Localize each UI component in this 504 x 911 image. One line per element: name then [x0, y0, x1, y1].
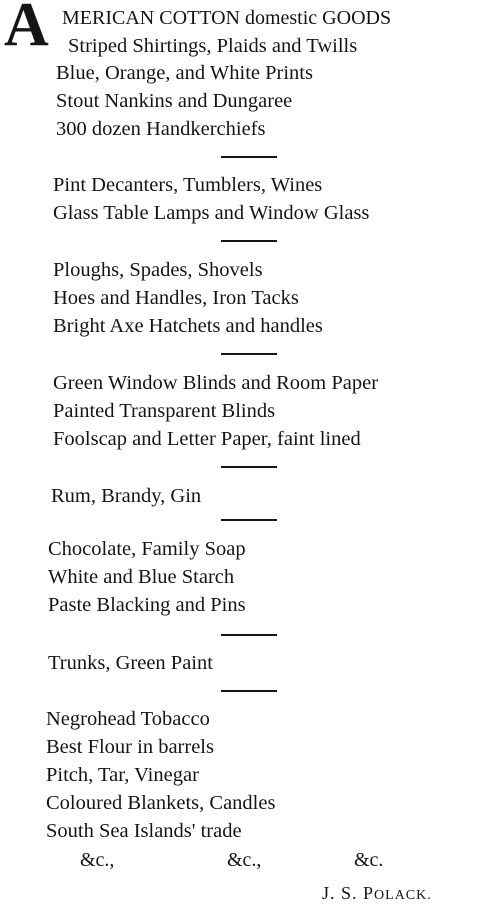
item-line: Rum, Brandy, Gin	[51, 485, 202, 507]
signature-initials: J. S. P	[322, 883, 375, 903]
item-line: Negrohead Tobacco	[46, 708, 210, 730]
item-line: Glass Table Lamps and Window Glass	[53, 202, 370, 224]
item-line: Ploughs, Spades, Shovels	[53, 259, 263, 281]
item-line: Blue, Orange, and White Prints	[56, 62, 313, 84]
item-line: Coloured Blankets, Candles	[46, 792, 276, 814]
item-line: South Sea Islands' trade	[46, 820, 242, 842]
item-line: Striped Shirtings, Plaids and Twills	[68, 35, 358, 57]
item-line: Pitch, Tar, Vinegar	[46, 764, 199, 786]
signature-surname: OLACK.	[374, 888, 432, 903]
etc-mark: &c.	[354, 849, 384, 871]
item-line: Green Window Blinds and Room Paper	[53, 372, 379, 394]
item-line: Trunks, Green Paint	[48, 652, 213, 674]
heading-line: MERICAN COTTON domestic GOODS	[62, 7, 392, 29]
section-divider	[221, 690, 277, 692]
item-line: 300 dozen Handkerchiefs	[56, 118, 266, 140]
item-line: Bright Axe Hatchets and handles	[53, 315, 323, 337]
section-divider	[221, 156, 277, 158]
section-divider	[221, 519, 277, 521]
item-line: Hoes and Handles, Iron Tacks	[53, 287, 299, 309]
item-line: Stout Nankins and Dungaree	[56, 90, 293, 112]
item-line: Best Flour in barrels	[46, 736, 214, 758]
etc-mark: &c.,	[227, 849, 262, 871]
item-line: White and Blue Starch	[48, 566, 235, 588]
section-divider	[221, 466, 277, 468]
drop-cap: A	[4, 0, 49, 59]
section-divider	[221, 240, 277, 242]
section-divider	[221, 353, 277, 355]
item-line: Foolscap and Letter Paper, faint lined	[53, 428, 361, 450]
signature	[322, 881, 432, 908]
item-line: Painted Transparent Blinds	[53, 400, 276, 422]
item-line: Pint Decanters, Tumblers, Wines	[53, 174, 323, 196]
item-line: Chocolate, Family Soap	[48, 538, 246, 560]
section-divider	[221, 634, 277, 636]
etc-mark: &c.,	[80, 849, 115, 871]
item-line: Paste Blacking and Pins	[48, 594, 246, 616]
